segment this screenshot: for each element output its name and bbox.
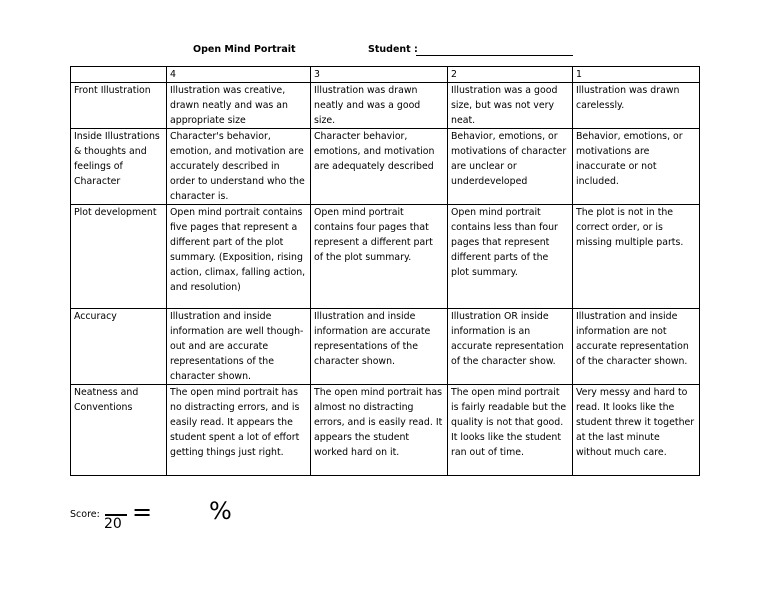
table-row bbox=[71, 83, 700, 129]
table-row bbox=[71, 309, 700, 385]
table-cell: Character behavior, emotions, and motivation are adequately described bbox=[311, 129, 448, 205]
table-cell: The plot is not in the correct order, or is missing multiple parts. bbox=[573, 205, 700, 309]
criterion-cell: Inside Illustrations & thoughts and feelings of Character bbox=[71, 129, 167, 205]
table-cell: Open mind portrait contains four pages that represent a different part of the plot summary. bbox=[311, 205, 448, 309]
equals-sign: = bbox=[132, 498, 153, 526]
criterion-cell: Front Illustration bbox=[71, 83, 167, 129]
table-cell: The open mind portrait has no distracting errors, and is easily read. It appears the student spent a lot of effort getting things just right. bbox=[167, 385, 311, 476]
table-row bbox=[71, 385, 700, 476]
student-name-line bbox=[416, 55, 573, 56]
header-cell-criterion bbox=[71, 67, 167, 83]
header-row bbox=[71, 67, 700, 83]
header-cell-score-1: 1 bbox=[573, 67, 700, 83]
table-cell: Open mind portrait contains five pages that represent a different part of the plot summary. (Exposition, rising action, climax, falling action, and resolution) bbox=[167, 205, 311, 309]
table-cell: Character's behavior, emotion, and motivation are accurately described in order to understand who the character is. bbox=[167, 129, 311, 205]
table-row bbox=[71, 129, 700, 205]
rubric-header bbox=[0, 44, 768, 60]
header-cell-score-2: 2 bbox=[448, 67, 573, 83]
header-cell-score-3: 3 bbox=[311, 67, 448, 83]
table-cell: Behavior, emotions, or motivations are inaccurate or not included. bbox=[573, 129, 700, 205]
table-cell: Open mind portrait contains less than four pages that represent different parts of the plot summary. bbox=[448, 205, 573, 309]
score-denominator: 20 bbox=[104, 516, 122, 532]
rubric-table bbox=[70, 66, 700, 476]
criterion-cell: Neatness and Conventions bbox=[71, 385, 167, 476]
table-cell: Illustration OR inside information is an accurate representation of the character show. bbox=[448, 309, 573, 385]
table-cell: The open mind portrait is fairly readable but the quality is not that good. It looks like the student ran out of time. bbox=[448, 385, 573, 476]
table-cell: Illustration and inside information are accurate representations of the character shown. bbox=[311, 309, 448, 385]
table-cell: Illustration and inside information are not accurate representation of the character shown. bbox=[573, 309, 700, 385]
criterion-cell: Accuracy bbox=[71, 309, 167, 385]
table-cell: Illustration was creative, drawn neatly and was an appropriate size bbox=[167, 83, 311, 129]
table-cell: Illustration was drawn carelessly. bbox=[573, 83, 700, 129]
table-cell: Very messy and hard to read. It looks like the student threw it together at the last minute without much care. bbox=[573, 385, 700, 476]
table-cell: The open mind portrait has almost no distracting errors, and is easily read. It appears the student worked hard on it. bbox=[311, 385, 448, 476]
table-cell: Illustration was a good size, but was not very neat. bbox=[448, 83, 573, 129]
table-cell: Behavior, emotions, or motivations of character are unclear or underdeveloped bbox=[448, 129, 573, 205]
score-label: Score: bbox=[70, 509, 100, 520]
table-row bbox=[71, 205, 700, 309]
table-cell: Illustration was drawn neatly and was a good size. bbox=[311, 83, 448, 129]
table-cell: Illustration and inside information are well though-out and are accurate representations of the character shown. bbox=[167, 309, 311, 385]
page-title: Open Mind Portrait bbox=[193, 44, 296, 55]
percent-sign: % bbox=[209, 497, 232, 525]
student-label: Student : bbox=[368, 44, 418, 55]
header-cell-score-4: 4 bbox=[167, 67, 311, 83]
criterion-cell: Plot development bbox=[71, 205, 167, 309]
score-line bbox=[70, 497, 370, 540]
